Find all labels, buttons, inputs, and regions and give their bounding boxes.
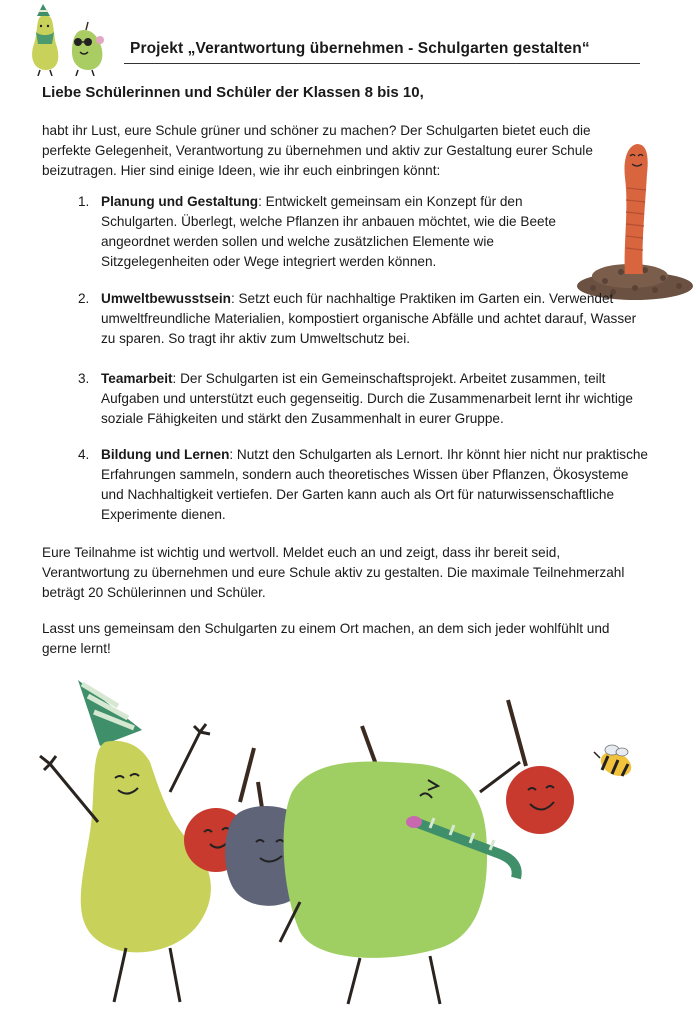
idea-title: Teamarbeit <box>101 371 173 386</box>
dancing-fruits-icon <box>30 672 670 1008</box>
participation-paragraph: Eure Teilnahme ist wichtig und wertvoll. Meldet euch an und zeigt, dass ihr bereit seid, Verantwortung zu übernehmen und eure Schule aktiv zu gestalten. Die maximale Teilnehmerzahl beträgt 20 Schülerinnen und Schüler. <box>42 545 625 600</box>
idea-title: Planung und Gestaltung <box>101 194 259 209</box>
idea-text: : Nutzt den Schulgarten als Lernort. Ihr könnt hier nicht nur praktische Erfahrungen sammeln, sondern auch theoretisches Wissen über Pflanzen, Ökosysteme und Nachhaltigkeit vertiefen. Der Garten kann auch als Ort für naturwissenschaftliche Experimente dienen. <box>101 447 648 522</box>
idea-title: Umweltbewusstsein <box>101 291 231 306</box>
header-divider <box>124 63 640 64</box>
closing-paragraph: Lasst uns gemeinsam den Schulgarten zu einem Ort machen, an dem sich jeder wohlfühlt und gerne lernt! <box>42 621 610 656</box>
list-number: 1. <box>78 194 90 209</box>
list-item <box>78 289 649 349</box>
idea-text: : Setzt euch für nachhaltige Praktiken im Garten ein. Verwendet umweltfreundliche Materialien, kompostiert organische Abfälle und achtet darauf, Wasser zu sparen. So tragt ihr aktiv zum Umweltschutz bei. <box>101 291 637 346</box>
page-title: Projekt „Verantwortung übernehmen - Schulgarten gestalten“ <box>130 40 590 57</box>
list-item <box>78 192 601 272</box>
greeting-heading: Liebe Schülerinnen und Schüler der Klassen 8 bis 10, <box>42 84 424 101</box>
pear-characters-logo-icon <box>26 2 122 76</box>
list-item <box>78 369 649 429</box>
list-number: 2. <box>78 291 90 306</box>
list-number: 4. <box>78 447 90 462</box>
idea-text: : Entwickelt gemeinsam ein Konzept für den Schulgarten. Überlegt, welche Pflanzen ihr anbauen möchtet, wie die Beete angeordnet werden sollen und welche zusätzlichen Elemente wie Sitzgelegenheiten oder Wege integriert werden können. <box>101 194 556 269</box>
idea-title: Bildung und Lernen <box>101 447 230 462</box>
idea-text: : Der Schulgarten ist ein Gemeinschaftsprojekt. Arbeitet zusammen, teilt Aufgaben und unterstützt euch gegenseitig. Durch die Zusammenarbeit lernt ihr wichtige soziale Fähigkeiten und stärkt den Zusammenhalt in eurer Gruppe. <box>101 371 633 426</box>
list-number: 3. <box>78 371 90 386</box>
list-item <box>78 445 649 525</box>
intro-paragraph: habt ihr Lust, eure Schule grüner und schöner zu machen? Der Schulgarten bietet euch die perfekte Gelegenheit, Verantwortung zu übernehmen und aktiv zur Gestaltung eurer Schule beizutragen. Hier sind einige Ideen, wie ihr euch einbringen könnt: <box>42 123 593 178</box>
